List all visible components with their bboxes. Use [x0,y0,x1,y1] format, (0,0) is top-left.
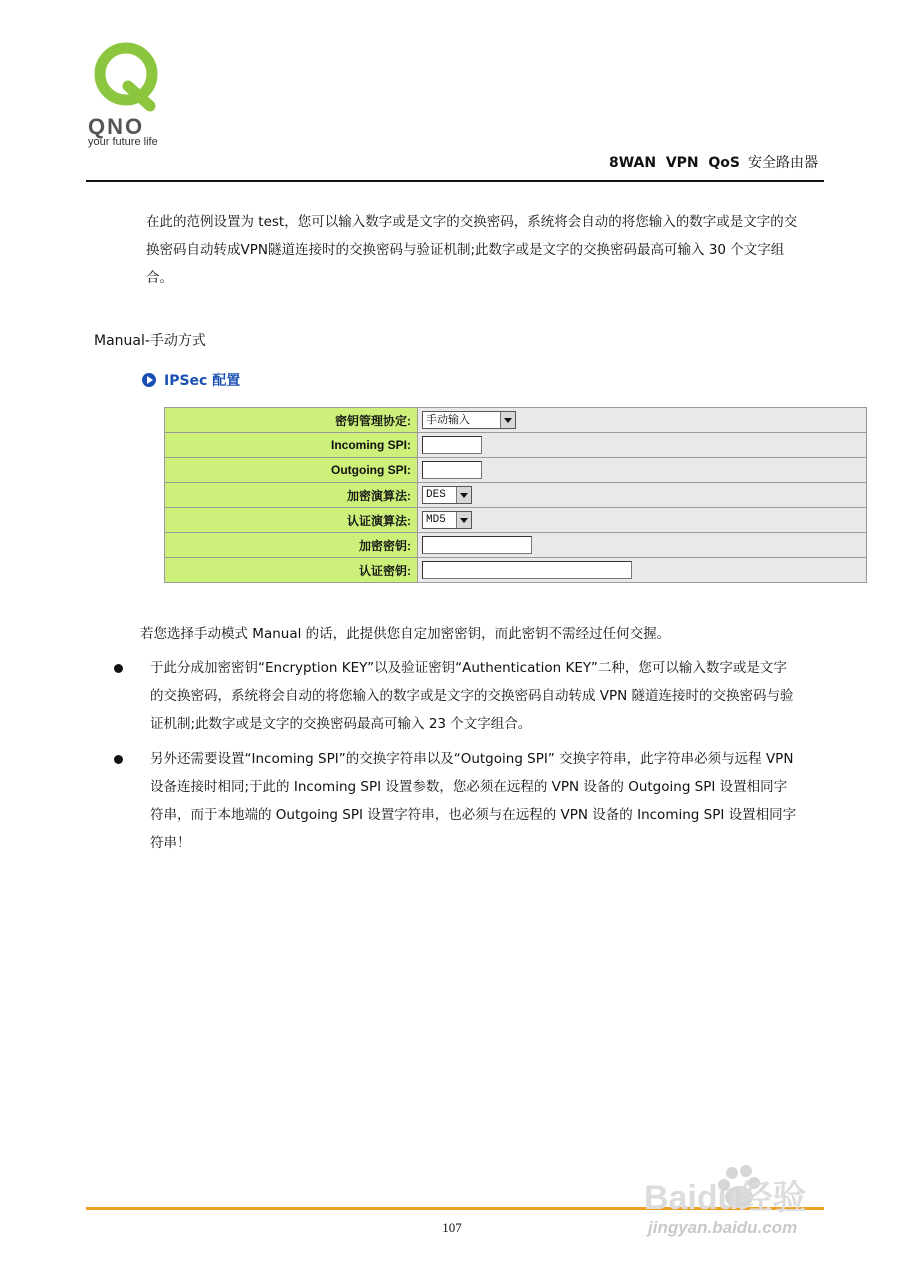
header-divider [86,180,824,182]
outgoing-spi-input[interactable] [422,461,482,479]
auth-algorithm-select[interactable] [422,511,472,529]
table-row [165,433,867,458]
list-item [150,745,798,857]
table-row [165,408,867,433]
auth-algorithm-label: 认证演算法: [165,508,418,533]
header-title-cn: 安全路由器 [748,155,818,171]
chevron-down-icon[interactable] [456,487,471,503]
logo-tagline: your future life [88,136,158,148]
outgoing-spi-label: Outgoing SPI: [165,458,418,483]
key-mgmt-select[interactable] [422,411,516,429]
manual-heading: Manual-手动方式 [94,333,206,349]
auth-key-label: 认证密钥: [165,558,418,583]
list-item [150,654,798,738]
watermark-brand: Baidu经验 [644,1179,807,1217]
ipsec-section-title [142,370,240,390]
bullet-icon [114,755,123,764]
encryption-key-input[interactable] [422,536,532,554]
auth-algorithm-value: MD5 [426,514,446,526]
intro-paragraph: 在此的范例设置为 test，您可以输入数字或是文字的交换密码，系统将会自动的将您输入的数字或是文字的交换密码自动转成VPN隧道连接时的交换密码与验证机制;此数字或是文字的交换密码最高可输入 30 个文字组合。 [146,214,798,286]
manual-mode-paragraph: 若您选择手动模式 Manual 的话，此提供您自定加密密钥，而此密钥不需经过任何交握。 [140,626,671,642]
encryption-key-label: 加密密钥: [165,533,418,558]
table-row [165,458,867,483]
incoming-spi-input[interactable] [422,436,482,454]
table-row [165,533,867,558]
incoming-spi-label: Incoming SPI: [165,433,418,458]
bullet-icon [114,664,123,673]
chevron-down-icon[interactable] [456,512,471,528]
page-number: 107 [442,1220,462,1235]
auth-key-input[interactable] [422,561,632,579]
table-row [165,508,867,533]
bullet-text-encryption-keys: 于此分成加密密钥“Encryption KEY”以及验证密钥“Authentication KEY”二种，您可以输入数字或是文字的交换密码，系统将会自动的将您输入的数字或是文字的交换密码自动转成 VPN 隧道连接时的交换密码与验证机制;此数字或是文字的交换密码最高可输入 23 个文字组合。 [150,660,794,732]
key-mgmt-label: 密钥管理协定: [165,408,418,433]
bullet-text-spi: 另外还需要设置“Incoming SPI”的交换字符串以及“Outgoing SPI” 交换字符串，此字符串必须与远程 VPN 设备连接时相同;于此的 Incoming SPI 设置参数，您必须在远程的 VPN 设备的 Outgoing SPI 设置相同字符串，而于本地端的 Outgoing SPI 设置字符串，也必须与在远程的 VPN 设备的 Incoming SPI 设置相同字符串！ [150,751,797,851]
watermark-url: jingyan.baidu.com [648,1218,798,1237]
key-mgmt-select-value: 手动输入 [426,413,470,426]
ipsec-title-text: IPSec 配置 [164,373,241,389]
table-row [165,483,867,508]
baidu-watermark [640,1165,860,1255]
page-header-title [609,152,818,172]
ipsec-config-table [164,407,867,583]
logo-wordmark: QNO [88,114,145,139]
chevron-down-icon[interactable] [500,412,515,428]
encryption-algorithm-select[interactable] [422,486,472,504]
table-row [165,558,867,583]
encryption-algorithm-label: 加密演算法: [165,483,418,508]
arrow-circle-icon [142,373,156,387]
encryption-algorithm-value: DES [426,489,446,501]
header-title-en: 8WAN VPN QoS [608,155,740,171]
